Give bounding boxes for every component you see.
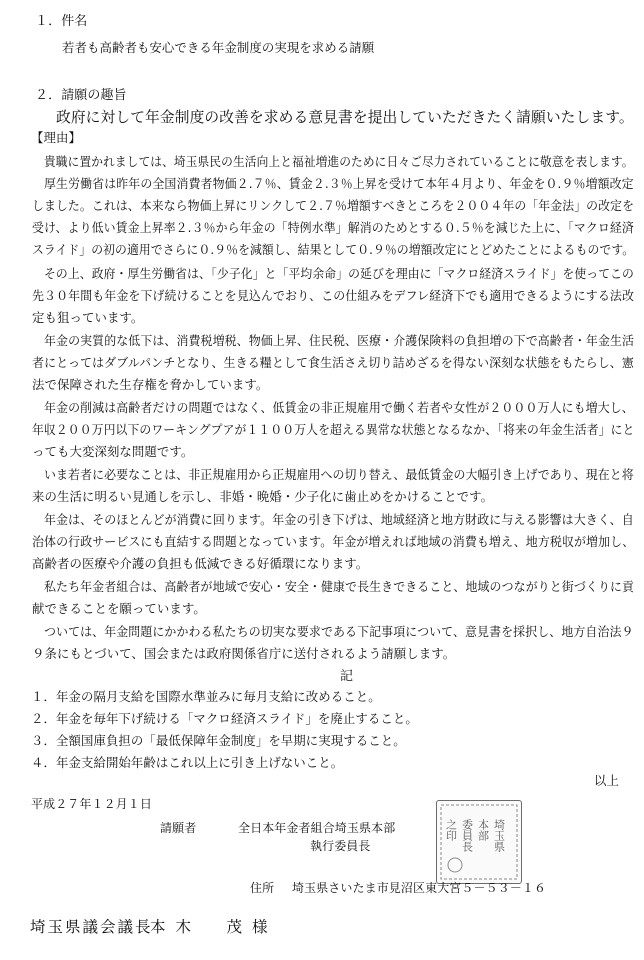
reason-line: 献できることを願っています。 bbox=[32, 601, 206, 616]
official-seal bbox=[436, 800, 522, 884]
petitioner-address: 埼玉県さいたま市見沼区東大宮５－５３－１６ bbox=[292, 881, 547, 895]
petitioner-title: 執行委員長 bbox=[310, 839, 371, 853]
petitioner-org: 全日本年金者組合埼玉県本部 bbox=[238, 821, 396, 835]
reason-line: 来の生活に明るい見通しを示し、非婚・晩婚・少子化に歯止めをかけることです。 bbox=[32, 489, 494, 504]
reason-line: 先３０年間も年金を下げ続けることを見込んでおり、この仕組みをデフレ経済下でも適用できるようにする法改 bbox=[32, 288, 635, 303]
reason-line: 私たち年金者組合は、高齢者が地域で安心・安全・健康で長生きできること、地域のつながりと街づくりに貢 bbox=[44, 579, 635, 594]
addressee-name: 本木 茂様 bbox=[150, 918, 278, 936]
reason-label: 【理由】 bbox=[31, 130, 81, 145]
reason-line: ついては、年金問題にかかわる私たちの切実な要求である下記事項について、意見書を採択し、地方自治法９ bbox=[44, 624, 634, 639]
seal-column: 埼玉県 bbox=[492, 819, 506, 852]
reason-line: 厚生労働省は昨年の全国消費者物価２.７％、賃金２.３％上昇を受けて本年４月より、年金を０.９％増額改定 bbox=[44, 176, 634, 191]
request-item: ２．年金を毎年下げ続ける「マクロ経済スライド」を廃止すること。 bbox=[31, 711, 418, 726]
reason-line: スライド」の初の適用でさらに０.９％を減額し、結果として０.９％の増額改定にとどめたことによるものです。 bbox=[32, 242, 635, 257]
reason-line: 者にとってはダブルパンチとなり、生きる糧として食生活さえ切り詰めざるを得ない深刻な状態をもたらし、憲 bbox=[32, 355, 634, 370]
reason-line: ９条にもとづいて、国会または政府関係省庁に送付されるよう請願します。 bbox=[32, 646, 456, 661]
petition-lead: 政府に対して年金制度の改善を求める意見書を提出していただきたく請願いたします。 bbox=[56, 108, 634, 126]
request-item: ４．年金支給開始年齢はこれ以上に引き上げないこと。 bbox=[31, 755, 344, 770]
request-item: ３．全額国庫負担の「最低保障年金制度」を早期に実現すること。 bbox=[31, 733, 406, 748]
reason-line: 法で保障された生存権を脅かしています。 bbox=[32, 377, 269, 392]
reason-line: 年金の削減は高齢者だけの問題ではなく、低賃金の非正規雇用で働く若者や女性が２０００万人にも増大し、 bbox=[44, 400, 634, 415]
reason-line: しました。これは、本来なら物価上昇にリンクして２.７％増額すべきところを２００４年の「年金法」の改定を bbox=[32, 198, 635, 213]
petitioner-label: 請願者 bbox=[160, 821, 197, 835]
ijo-label: 以上 bbox=[594, 773, 619, 788]
seal-icon bbox=[437, 801, 521, 883]
addressee-title: 埼玉県議会議長 bbox=[30, 918, 153, 936]
reason-line: いま若者に必要なことは、非正規雇用から正規雇用への切り替え、最低賃金の大幅引き上げであり、現在と将 bbox=[44, 467, 634, 482]
address-label: 住所 bbox=[250, 881, 275, 895]
section2-heading: ２．請願の趣旨 bbox=[35, 88, 127, 103]
reason-line: 年金は、そのほとんどが消費に回ります。年金の引き下げは、地域経済と地方財政に与える影響は大きく、自 bbox=[44, 512, 634, 527]
reason-line: 治体の行政サービスにも直結する問題となっています。年金が増えれば地域の消費も増え、地方税収が増加し、 bbox=[32, 534, 635, 549]
petition-subject: 若者も高齢者も安心できる年金制度の実現を求める請願 bbox=[62, 40, 375, 55]
ki-label: 記 bbox=[340, 669, 354, 684]
request-item: １．年金の隔月支給を国際水準並みに毎月支給に改めること。 bbox=[31, 689, 381, 704]
reason-line: その上、政府・厚生労働省は、「少子化」と「平均余命」の延びを理由に「マクロ経済スライド」を使ってこの bbox=[44, 266, 634, 281]
reason-line: 受け、より低い賃金上昇率２.３％から年金の「特例水準」解消のためとする０.５％を減じた上に、「マクロ経済 bbox=[32, 220, 634, 235]
reason-line: っても大変深刻な問題です。 bbox=[32, 444, 194, 459]
reason-line: 定も狙っています。 bbox=[32, 310, 144, 325]
reason-line: 年収２００万円以下のワーキングプアが１１００万人を超える異常な状態となるなか、「将来の年金生活者」にと bbox=[32, 422, 635, 437]
reason-line: 年金の実質的な低下は、消費税増税、物価上昇、住民税、医療・介護保険料の負担増の下で高齢者・年金生活 bbox=[44, 333, 635, 348]
section1-heading: １．件名 bbox=[35, 14, 88, 29]
seal-column: 本部 bbox=[476, 819, 490, 841]
seal-column: 委員長 bbox=[460, 819, 474, 852]
reason-line: 貴職に置かれましては、埼玉県民の生活向上と福祉増進のために日々ご尽力されていることに敬意を表します。 bbox=[44, 154, 634, 169]
petition-date: 平成２７年１２月１日 bbox=[31, 797, 153, 811]
reason-line: 高齢者の医療や介護の負担も低減できる好循環になります。 bbox=[32, 556, 369, 571]
seal-column: 之印 bbox=[444, 819, 458, 841]
